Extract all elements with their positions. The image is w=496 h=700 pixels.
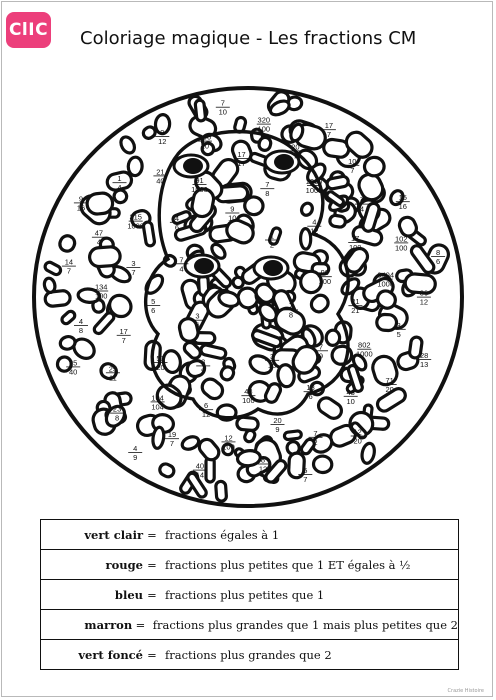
- coloring-region: [180, 434, 200, 451]
- dragon-eye-pupil: [194, 258, 214, 274]
- fraction-denominator: 2: [313, 437, 318, 447]
- fraction-numerator: 43: [346, 387, 355, 397]
- fraction-numerator: 21: [156, 167, 165, 177]
- fraction-numerator: 12: [353, 427, 362, 437]
- credit-signature: Crazie Histoire: [447, 688, 484, 694]
- coloring-region: [277, 364, 296, 388]
- dragon-eye-pupil: [263, 260, 283, 276]
- fraction-numerator: 4: [78, 317, 84, 326]
- fraction-denominator: 6: [151, 305, 156, 315]
- fraction-denominator: 14: [195, 470, 205, 480]
- fraction-denominator: 1000: [377, 279, 395, 289]
- fraction-numerator: 1: [117, 174, 122, 184]
- coloring-region: [118, 135, 137, 156]
- fraction-numerator: 19: [167, 430, 177, 440]
- legend-description: fractions plus petites que 1 ET égales à ½: [165, 557, 411, 572]
- legend-row-bleu: [41, 580, 458, 610]
- page-title: Coloriage magique - Les fractions CM: [80, 28, 417, 49]
- fraction-numerator: 802: [358, 340, 371, 350]
- fraction-numerator: 17: [324, 121, 334, 131]
- fraction-denominator: 4: [96, 237, 101, 247]
- fraction-numerator: 3: [201, 357, 206, 367]
- fraction-numerator: 3: [396, 320, 401, 330]
- coloring-region: [143, 221, 155, 246]
- fraction-numerator: 7: [288, 301, 294, 311]
- fraction-numerator: 7: [359, 195, 364, 205]
- legend-color-name: rouge: [105, 557, 143, 572]
- fraction-denominator: 10: [218, 107, 227, 117]
- fraction-denominator: 5: [396, 329, 401, 339]
- fraction-denominator: 2: [269, 240, 275, 250]
- coloring-region: [44, 261, 62, 276]
- coloring-region: [216, 481, 227, 501]
- fraction-label: [417, 351, 431, 369]
- legend-equals: =: [147, 587, 157, 602]
- fraction-numerator: 7: [179, 255, 184, 265]
- fraction-denominator: 4: [179, 264, 184, 274]
- fraction-denominator: 7: [66, 266, 71, 276]
- fraction-denominator: 1000: [355, 349, 373, 359]
- fraction-numerator: 36: [419, 288, 429, 298]
- fraction-numerator: 21: [351, 297, 360, 307]
- fraction-denominator: 16: [398, 202, 407, 212]
- fraction-numerator: 4: [312, 217, 317, 227]
- fraction-numerator: 25: [69, 358, 78, 368]
- fraction-denominator: 8: [115, 413, 120, 423]
- fraction-numerator: 28: [420, 351, 429, 361]
- fraction-denominator: 4: [359, 204, 364, 214]
- fraction-numerator: 1: [269, 231, 275, 241]
- dragon-eye-pupil: [183, 158, 203, 174]
- fraction-denominator: 12: [158, 137, 167, 147]
- fraction-denominator: 7: [293, 151, 298, 161]
- legend-color-name: bleu: [114, 587, 143, 602]
- fraction-numerator: 102: [394, 234, 408, 244]
- coloring-region: [58, 233, 77, 253]
- coloring-region: [313, 455, 333, 474]
- fraction-numerator: 134: [94, 282, 108, 292]
- fraction-numerator: 15: [398, 193, 407, 203]
- legend-equals: =: [147, 557, 157, 572]
- coloring-region: [316, 395, 345, 421]
- fraction-denominator: 9: [318, 351, 324, 361]
- fraction-denominator: 12: [419, 297, 429, 307]
- fraction-denominator: 7: [326, 130, 331, 140]
- legend-description: fractions égales à 1: [165, 527, 280, 542]
- fraction-denominator: 6: [308, 392, 313, 402]
- fraction-denominator: 6: [195, 320, 200, 330]
- fraction-numerator: 25: [108, 364, 118, 374]
- fraction-label: [222, 433, 236, 451]
- fraction-numerator: 4: [133, 443, 138, 453]
- legend-row-vert-fonce: [41, 640, 458, 669]
- fraction-numerator: 12: [224, 433, 233, 443]
- fraction-numerator: 20: [291, 142, 300, 152]
- fraction-label: [128, 444, 142, 462]
- fraction-denominator: 1000: [305, 186, 323, 195]
- fraction-numerator: 5: [303, 466, 308, 476]
- fraction-numerator: 51: [156, 354, 165, 364]
- fraction-numerator: 4: [174, 213, 179, 223]
- legend-row-rouge: [41, 550, 458, 580]
- coloring-region: [300, 201, 315, 217]
- fraction-denominator: 10: [228, 213, 237, 223]
- fraction-numerator: 3404: [377, 270, 395, 280]
- fraction-label: [377, 271, 394, 289]
- fraction-numerator: 91: [195, 175, 204, 185]
- fraction-denominator: 13: [420, 360, 429, 370]
- coloring-region: [326, 176, 349, 190]
- fraction-numerator: 104: [151, 393, 164, 403]
- fraction-numerator: 71: [385, 376, 394, 386]
- fraction-numerator: 48: [244, 387, 253, 397]
- coloring-region: [363, 156, 385, 177]
- fraction-numerator: 13: [306, 383, 315, 393]
- fraction-denominator: 1000: [127, 221, 145, 231]
- fraction-denominator: 100: [394, 243, 408, 253]
- legend-description: fractions plus grandes que 1 mais plus petites que 2: [152, 617, 458, 632]
- legend-color-name: marron: [84, 617, 133, 632]
- fraction-label: [165, 430, 179, 448]
- fraction-label: [257, 116, 271, 134]
- fraction-denominator: 40: [69, 367, 78, 377]
- fraction-numerator: 40: [195, 461, 205, 471]
- legend-description: fractions plus petites que 1: [165, 587, 325, 602]
- fraction-denominator: 6: [436, 257, 441, 267]
- fraction-denominator: 7: [350, 165, 355, 175]
- fraction-numerator: 47: [94, 228, 104, 238]
- fraction-denominator: 40: [156, 176, 165, 186]
- coloring-region: [360, 442, 376, 464]
- fraction-denominator: 20: [156, 363, 165, 373]
- fraction-numerator: 3: [195, 311, 200, 321]
- legend-color-name: vert clair: [84, 527, 143, 542]
- fraction-label: [271, 416, 285, 434]
- fraction-numerator: 17: [119, 326, 128, 336]
- fraction-numerator: 320: [257, 115, 271, 125]
- fraction-label: [66, 358, 80, 376]
- fraction-denominator: 8: [265, 189, 270, 199]
- fraction-label: [127, 213, 144, 231]
- fraction-numerator: 17: [351, 234, 360, 243]
- color-legend-table: [40, 519, 459, 670]
- fraction-denominator: 10: [346, 396, 355, 406]
- fraction-numerator: 7: [220, 98, 225, 108]
- fraction-denominator: 104: [151, 402, 164, 412]
- coloring-region: [326, 330, 340, 346]
- fraction-denominator: 1000: [191, 184, 208, 194]
- fraction-label: [117, 327, 131, 345]
- fraction-denominator: 7: [131, 268, 136, 278]
- fraction-numerator: 1000: [305, 177, 323, 186]
- fraction-denominator: 100: [222, 442, 235, 452]
- fraction-label: [260, 180, 274, 198]
- fraction-label: [394, 234, 408, 252]
- fraction-numerator: 20: [273, 416, 282, 426]
- fraction-denominator: 17: [237, 158, 246, 168]
- fraction-label: [62, 258, 76, 276]
- fraction-label: [94, 283, 108, 301]
- fraction-denominator: 6: [174, 222, 179, 232]
- fraction-denominator: 100: [94, 291, 108, 301]
- coloring-region: [60, 310, 76, 326]
- fraction-denominator: 100: [242, 396, 255, 406]
- fraction-denominator: 100: [257, 124, 271, 134]
- fraction-numerator: 14: [64, 257, 74, 267]
- coloring-region: [43, 277, 56, 293]
- legend-equals: =: [135, 617, 146, 632]
- fraction-denominator: 9: [133, 452, 138, 462]
- fraction-numerator: 9: [230, 204, 235, 214]
- coloring-region: [158, 462, 176, 479]
- fraction-numerator: 3: [270, 351, 275, 361]
- legend-row-marron: [41, 610, 458, 640]
- coloring-region: [128, 157, 143, 176]
- fraction-numerator: 8: [260, 455, 266, 465]
- fraction-denominator: 7: [303, 475, 308, 485]
- fraction-label: [74, 317, 88, 335]
- dragon-eye-pupil: [274, 154, 294, 170]
- fraction-numerator: 8: [436, 248, 441, 258]
- legend-row-vert-clair: [41, 520, 458, 550]
- legend-equals: =: [147, 647, 157, 662]
- fraction-numerator: 6: [204, 401, 209, 411]
- coloring-region: [258, 136, 272, 151]
- fraction-numerator: 5: [151, 296, 156, 306]
- fraction-label: [216, 99, 230, 117]
- fraction-numerator: 9: [78, 194, 83, 204]
- fraction-denominator: 12: [258, 464, 268, 474]
- fraction-numerator: 7: [318, 342, 324, 352]
- clic-logo: [6, 12, 51, 48]
- fraction-numerator: 9: [160, 128, 165, 138]
- fraction-denominator: 20: [353, 436, 362, 446]
- coloring-region: [308, 292, 331, 315]
- fraction-numerator: 10: [348, 156, 357, 166]
- fraction-label: [199, 401, 213, 419]
- fraction-denominator: 10: [267, 360, 277, 370]
- coloring-region: [376, 314, 396, 331]
- fraction-denominator: 7: [169, 439, 175, 449]
- coloring-region: [93, 311, 116, 335]
- fraction-numerator: 17: [237, 149, 246, 159]
- legend-description: fractions plus grandes que 2: [165, 647, 332, 662]
- coloring-region: [195, 100, 206, 121]
- fraction-numerator: 3: [131, 259, 136, 269]
- coloring-region: [236, 417, 258, 431]
- fraction-denominator: 9: [275, 425, 280, 435]
- fraction-denominator: 11: [109, 373, 117, 383]
- fraction-label: [151, 393, 165, 411]
- fraction-denominator: 9: [201, 366, 206, 376]
- fraction-numerator: 90: [320, 268, 329, 278]
- fraction-denominator: 12: [201, 410, 211, 420]
- fraction-denominator: 4: [117, 183, 122, 193]
- coloring-region: [199, 376, 226, 402]
- fraction-numerator: 7: [265, 180, 270, 190]
- fraction-numerator: 7: [313, 428, 318, 438]
- fraction-label: [306, 177, 323, 195]
- coloring-region: [329, 215, 346, 228]
- legend-equals: =: [147, 527, 157, 542]
- fraction-denominator: 20: [385, 385, 394, 395]
- fraction-label: [396, 193, 410, 211]
- fraction-denominator: 21: [351, 306, 360, 316]
- fraction-denominator: 20: [200, 141, 210, 151]
- coloring-artwork: [28, 84, 468, 510]
- fraction-denominator: 12: [310, 226, 319, 236]
- fraction-numerator: 315: [129, 212, 142, 222]
- fraction-numerator: 100: [198, 132, 212, 142]
- fraction-denominator: 8: [78, 326, 84, 335]
- coloring-region: [162, 350, 182, 374]
- fraction-denominator: 100: [348, 243, 362, 252]
- legend-color-name: vert foncé: [78, 647, 143, 662]
- fraction-denominator: 8: [288, 310, 294, 320]
- coloring-region: [284, 431, 302, 440]
- fraction-label: [356, 341, 373, 359]
- fraction-denominator: 7: [121, 335, 126, 345]
- logo-text: ClIC: [8, 20, 49, 40]
- fraction-denominator: 16: [76, 203, 86, 213]
- fraction-denominator: 100: [318, 277, 332, 287]
- fraction-numerator: 23: [112, 404, 122, 414]
- coloring-region: [86, 192, 113, 215]
- coloring-region: [89, 246, 121, 267]
